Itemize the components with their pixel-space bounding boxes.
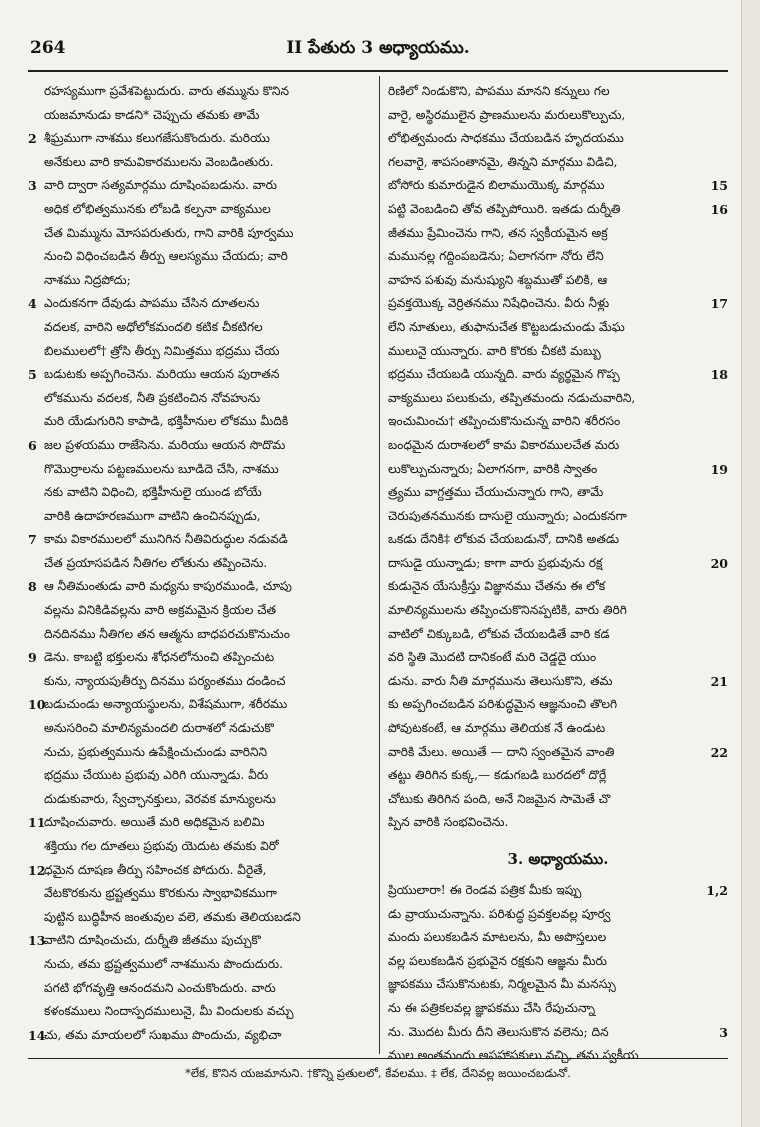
text-line <box>28 505 372 529</box>
line-text: బడుచుండు అన్యాయస్థులను, విశేషముగా, శరీరము <box>44 697 288 712</box>
text-line <box>28 811 372 835</box>
page-number: 264 <box>30 38 66 58</box>
line-text: ఎందుకనగా దేవుడు పాపము చేసిన దూతలను <box>44 296 260 311</box>
text-line <box>388 741 728 765</box>
line-text: వల్లను వినికిడివల్లను వారి అక్రమమైన క్రియల చేత <box>44 603 277 618</box>
line-text: ప్రవక్తయొక్క వెర్రితనము నిషేధించెను. వీరు నీళ్లు <box>388 296 610 311</box>
text-line <box>388 552 728 576</box>
line-text: యజమానుడు కాడని* చెప్పుచు తమకు తామే <box>44 107 260 122</box>
line-text: ప్రియులారా! ఈ రెండవ పత్రిక మీకు ఇప్పు <box>388 883 582 897</box>
line-text: వాటిలో చిక్కుబడి, లోకువ చేయబడితే వారి కడ <box>388 626 610 641</box>
text-line <box>28 1024 372 1048</box>
text-line <box>28 741 372 765</box>
line-text: ను. మొదట మీరు దీని తెలుసుకొన వలెను; దిన <box>388 1024 609 1039</box>
header-rule <box>28 70 728 72</box>
text-line <box>388 340 728 364</box>
line-text: మమునల్ల గద్దింపబడెను; ఏలాగనగా నోరు లేని <box>388 249 604 264</box>
line-text: పోవుటకంటే, ఆ మార్గము తెలియక నే ఉండుట <box>388 721 606 736</box>
text-line <box>28 977 372 1001</box>
text-line <box>388 151 728 175</box>
line-text: ప్పిన వారికి సంభవించెను. <box>388 815 509 830</box>
text-line <box>28 316 372 340</box>
text-line <box>388 434 728 458</box>
line-text: డును. వారు నీతి మార్గమును తెలుసుకొని, తమ <box>388 673 613 688</box>
text-line <box>388 1044 728 1068</box>
text-line <box>388 269 728 293</box>
line-text: గలవారై, శాపసంతానమై, తిన్నని మార్గము విడిచి, <box>388 154 618 169</box>
line-text: వాహన పశువు మనుష్యుని శబ్దముతో పలికి, ఆ <box>388 272 608 287</box>
text-line <box>388 575 728 599</box>
line-text: ముల అంతమందు అపహాసకులు వచ్చి, తమ స్వకీయ <box>388 1048 639 1063</box>
text-line <box>388 174 728 198</box>
column-divider <box>379 76 380 1054</box>
text-line <box>388 973 728 997</box>
verse-number: 15 <box>710 178 728 194</box>
page-header <box>28 30 728 64</box>
line-text: మాలిన్యములను తప్పించుకొనినప్పటికి, వారు తిరిగి <box>388 603 627 618</box>
text-line <box>388 926 728 950</box>
text-line <box>388 198 728 222</box>
text-line <box>28 198 372 222</box>
text-line <box>28 340 372 364</box>
line-text: ములునై యున్నారు. వారి కొరకు చీకటి మబ్బు <box>388 343 601 358</box>
text-line <box>28 835 372 859</box>
line-text: వదలక, వారిని అధోలోకమందలి కటిక చీకటిగల <box>44 319 263 334</box>
footnote: *లేక, కొనిన యజమానుని. †కొన్ని ప్రతులలో, కేవలము. ‡ లేక, దేనివల్ల జయించబడునో. <box>185 1066 571 1080</box>
line-text: లోభిత్వమందు సాధకము చేయబడిన హృదయము <box>388 131 624 146</box>
verse-number: 1,2 <box>706 883 728 898</box>
line-text: శీఘ్రముగా నాశము కలుగజేసుకొందురు. మరియు <box>44 131 270 146</box>
verse-number: 9 <box>28 650 37 666</box>
text-line <box>388 788 728 812</box>
verse-number: 5 <box>28 367 37 383</box>
line-text: పగటి భోగవృత్తి ఆనందమని ఎంచుకొందురు. వారు <box>44 980 276 995</box>
verse-number: 7 <box>28 532 37 548</box>
line-text: బడుటకు అప్పగించెను. మరియు ఆయన పురాతన <box>44 367 280 382</box>
line-text: దినదినము నీతిగల తన ఆత్మను బాధపరచుకొనుచుం <box>44 626 290 641</box>
line-text: వేటకొరకును భ్రష్టత్వము కొరకును స్వాభావికముగా <box>44 886 277 901</box>
verse-number: 16 <box>710 201 728 217</box>
verse-number: 8 <box>28 579 37 595</box>
verse-number: 20 <box>710 555 728 571</box>
line-text: నుచు, ప్రభుత్వమును ఉపేక్షించుచుండు వారినిని <box>44 744 268 759</box>
line-text: నాశము నిద్రపోదు; <box>44 272 131 287</box>
text-line <box>388 693 728 717</box>
text-line <box>388 316 728 340</box>
text-line <box>28 151 372 175</box>
verse-number: 21 <box>710 673 728 689</box>
text-line <box>388 127 728 151</box>
text-line <box>388 481 728 505</box>
line-text: బంధమైన దురాశలలో కామ వికారములచేత మరు <box>388 437 620 452</box>
verse-number: 3 <box>719 1024 728 1040</box>
line-text: లోకమును వదలక, నీతి ప్రకటించిన నోవహును <box>44 390 261 405</box>
text-line <box>388 764 728 788</box>
verse-number: 22 <box>710 744 728 760</box>
line-text: వారై, అస్థిరములైన ప్రాణములను మరులుకొల్పుచు, <box>388 107 626 122</box>
line-text: లేని నూతులు, తుఫానుచేత కొట్టబడుచుండు మేఘ <box>388 319 625 334</box>
line-text: మందు పలుకబడిన మాటలను, మీ అపొస్తలుల <box>388 930 607 945</box>
text-line <box>388 879 728 903</box>
line-text: చోటుకు తిరిగిన పంది, అనే నిజమైన సామెతే చొ <box>388 791 611 806</box>
text-line <box>28 528 372 552</box>
line-text: వాటిని దూషించుచు, దుర్నీతి జీతము పుచ్చుకొ <box>44 933 261 948</box>
text-line <box>388 646 728 670</box>
line-text: నుంచి విధించబడిన తీర్పు ఆలస్యము చేయదు; వారి <box>44 249 288 264</box>
line-text: వరి స్థితి మొదటి దానికంటే మరి చెడ్డదై యుం <box>388 650 597 665</box>
text-line <box>388 950 728 974</box>
line-text: పుట్టిన బుద్ధిహీన జంతువుల వలె, తమకు తెలియబడని <box>44 909 301 924</box>
line-text: అధిక లోభిత్వమునకు లోబడి కల్పనా వాక్యముల <box>44 201 271 216</box>
line-text: లుకొల్పుచున్నారు; ఏలాగనగా, వారికి స్వాతం <box>388 461 598 476</box>
text-line <box>388 292 728 316</box>
line-text: రిణిలో నిండుకొని, పాపము మానని కన్నులు గల <box>388 84 610 98</box>
line-text: చెరుపుతనమునకు దాసులై యున్నారు; ఎందుకనగా <box>388 508 627 523</box>
verse-number: 4 <box>28 296 37 312</box>
line-text: డు వ్రాయుచున్నాను. పరిశుద్ధ ప్రవక్తలవల్ల పూర్వ <box>388 906 611 921</box>
text-line <box>388 599 728 623</box>
text-line <box>28 269 372 293</box>
text-line <box>388 458 728 482</box>
line-text: కుడునైన యేసుక్రీస్తు విజ్ఞానము చేతను ఈ లోక <box>388 579 606 594</box>
text-line <box>28 929 372 953</box>
line-text: నకు వాటిని విధించి, భక్తిహీనులై యుండ బోయే <box>44 485 262 500</box>
text-line <box>388 80 728 104</box>
line-text: దూషించువారు. అయితే మరి అధికమైన బలిమి <box>44 815 265 830</box>
line-text: కళంకములు నిందాస్పదములునై, మీ విందులకు వచ్చు <box>44 1004 294 1019</box>
line-text: భద్రము చేయబడి యున్నది. వారు వ్యర్థమైన గొప్ప <box>388 367 620 382</box>
page-title: II పేతురు 3 అధ్యాయము. <box>286 38 470 58</box>
text-line <box>28 245 372 269</box>
text-line <box>28 670 372 694</box>
line-text: డెను. కాబట్టి భక్తులను శోధనలోనుంచి తప్పించుట <box>44 650 275 665</box>
text-line <box>388 387 728 411</box>
line-text: బిలములలో† త్రోసి తీర్పు నిమిత్తము భద్రము చేయ <box>44 343 280 358</box>
footnote-rule <box>28 1058 728 1059</box>
text-line <box>388 245 728 269</box>
bible-page <box>28 30 728 1110</box>
text-line <box>388 670 728 694</box>
text-line <box>28 552 372 576</box>
line-text: తట్టు తిరిగిన కుక్క,— కడుగబడి బురదలో దొర్లే <box>388 768 607 783</box>
line-text: వారికి మేలు. అయితే — దాని స్వంతమైన వాంతి <box>388 744 615 759</box>
verse-number: 6 <box>28 437 37 453</box>
line-text: ఇంచుమించు† తప్పించుకొనుచున్న వారిని శరీరసం <box>388 414 621 429</box>
line-text: పట్టి వెంబడించి తోవ తప్పిపోయిరి. ఇతడు దుర్నీతి <box>388 201 621 216</box>
text-line <box>388 528 728 552</box>
verse-number: 13 <box>28 933 46 949</box>
text-line <box>28 127 372 151</box>
line-text: ధమైన దూషణ తీర్పు సహించక పోదురు. వీరైతే, <box>44 862 267 877</box>
verse-number: 12 <box>28 862 46 878</box>
text-line <box>28 1000 372 1024</box>
text-line <box>388 717 728 741</box>
line-text: అనుసరించి మాలిన్యమందలి దురాశలో నడుచుకొ <box>44 721 274 736</box>
line-text: బోసోరు కుమారుడైన బిలాముయొక్క మార్గము <box>388 178 605 193</box>
right-column <box>388 80 728 1063</box>
verse-number: 17 <box>710 296 728 312</box>
text-line <box>28 882 372 906</box>
page-edge <box>741 0 760 1127</box>
line-text: ఒకడు దేనికి‡ లోకువ చేయబడునో, దానికి అతడు <box>388 532 620 547</box>
text-line <box>388 104 728 128</box>
text-line <box>28 104 372 128</box>
verse-number: 2 <box>28 131 37 147</box>
text-line <box>388 997 728 1021</box>
line-text: చేత మిమ్మును మోసపరుతురు, గాని వారికి పూర్వము <box>44 225 294 240</box>
text-line <box>28 764 372 788</box>
line-text: జ్ఞాపకము చేసుకొనుటకు, నిర్మలమైన మీ మనస్సు <box>388 977 616 992</box>
text-line <box>28 363 372 387</box>
text-line <box>388 363 728 387</box>
verse-number: 11 <box>28 815 46 831</box>
verse-number: 14 <box>28 1027 46 1043</box>
line-text: వల్ల పలుకబడిన ప్రభువైన రక్షకుని ఆజ్ఞను మీరు <box>388 953 607 968</box>
verse-number: 3 <box>28 178 37 194</box>
text-line <box>28 788 372 812</box>
text-line <box>28 575 372 599</box>
verse-number: 19 <box>710 461 728 477</box>
line-text: గొమొర్రాలను పట్టణములను బూడిదె చేసి, నాశము <box>44 461 279 476</box>
verse-number: 18 <box>710 367 728 383</box>
line-text: కామ వికారములలో మునిగిన నీతివిరుద్ధుల నడువడి <box>44 532 288 547</box>
text-line <box>28 693 372 717</box>
text-line <box>388 903 728 927</box>
text-line <box>28 953 372 977</box>
line-text: వారి ద్వారా సత్యమార్గము దూషింపబడును. వారు <box>44 178 278 193</box>
text-line <box>28 80 372 104</box>
text-line <box>388 623 728 647</box>
text-line <box>388 222 728 246</box>
text-line <box>28 717 372 741</box>
text-line <box>388 811 728 835</box>
text-line <box>28 646 372 670</box>
text-line <box>28 481 372 505</box>
text-line <box>28 292 372 316</box>
left-column <box>28 80 372 1050</box>
text-line <box>28 434 372 458</box>
text-line <box>28 906 372 930</box>
text-line <box>28 410 372 434</box>
text-line <box>388 1021 728 1045</box>
text-line <box>28 859 372 883</box>
text-line <box>28 174 372 198</box>
line-text: అనేకులు వారి కామవికారములను వెంబడింతురు. <box>44 154 274 169</box>
line-text: ను ఈ పత్రికలవల్ల జ్ఞాపకము చేసి రేపుచున్నా <box>388 1000 596 1015</box>
line-text: దాసుడై యున్నాడు; కాగా వారు ప్రభువును రక్ష <box>388 555 603 570</box>
line-text: మరి యేడుగురిని కాపాడి, భక్తిహీనుల లోకము మీదికి <box>44 414 289 429</box>
line-text: చు, తమ మాయలలో సుఖము పొందుచు, వ్యభిచా <box>44 1027 282 1042</box>
line-text: జల ప్రళయము రాజేసెను. మరియు ఆయన సొదొమ <box>44 437 286 452</box>
line-text: రహస్యముగా ప్రవేశపెట్టుదురు. వారు తమ్మును కొనిన <box>44 84 289 98</box>
line-text: కును, న్యాయపుతీర్పు దినము పర్యంతము దండించ <box>44 673 286 688</box>
line-text: ఆ నీతిమంతుడు వారి మధ్యను కాపురముండి, చూపు <box>44 579 292 594</box>
text-line <box>28 387 372 411</box>
line-text: దుడుకువారు, స్వేచ్ఛానక్తులు, వెరవక మాన్యులను <box>44 791 276 806</box>
text-line <box>28 458 372 482</box>
text-line <box>388 410 728 434</box>
line-text: జీతము ప్రేమించెను గాని, తన స్వకీయమైన అక్ర <box>388 225 608 240</box>
line-text: శక్తియు గల దూతలు ప్రభువు యెదుట తమకు విరో <box>44 839 279 853</box>
line-text: నుచు, తమ భ్రష్టత్వములో నాశమును పొందుదురు. <box>44 956 284 971</box>
text-line <box>388 505 728 529</box>
line-text: భద్రము చేయుట ప్రభువు ఎరిగి యున్నాడు. వీరు <box>44 768 269 783</box>
text-line <box>28 623 372 647</box>
line-text: వాక్యములు పలుకుచు, తప్పితమందు నడుచువారిని, <box>388 390 636 405</box>
chapter-heading: 3. అధ్యాయము. <box>507 850 609 868</box>
line-text: చేత ప్రయాసపడిన నీతిగల లోతును తప్పించెను. <box>44 555 268 570</box>
verse-number: 10 <box>28 697 46 713</box>
line-text: వారికి ఉదాహరణముగా వాటిని ఉంచినప్పుడు, <box>44 508 261 523</box>
line-text: త్ర్యము వాగ్దత్తము చేయుచున్నారు గాని, తామే <box>388 485 604 500</box>
text-line <box>28 222 372 246</box>
text-line <box>28 599 372 623</box>
line-text: కు అప్పగించబడిన పరిశుద్ధమైన ఆజ్ఞనుంచి తొలగి <box>388 697 618 712</box>
